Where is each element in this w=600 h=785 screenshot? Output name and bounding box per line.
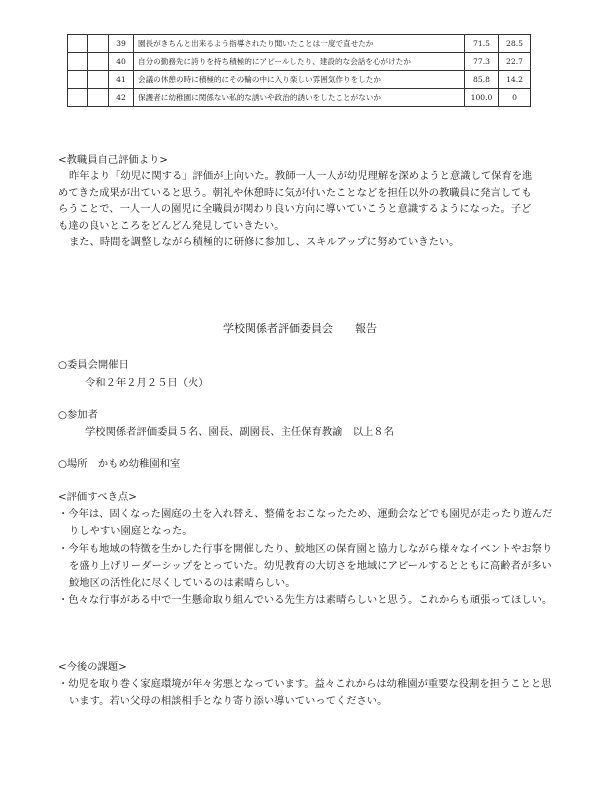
blank-cell: [88, 35, 109, 53]
value-no: 28.5: [499, 35, 531, 53]
place-label: ○場所 かもめ幼稚園和室: [58, 458, 181, 470]
value-yes: 77.3: [465, 53, 499, 71]
value-no: 22.7: [499, 53, 531, 71]
item-text: 会議の休憩の時に積極的にその輪の中に入り楽しい雰囲気作りをしたか: [134, 71, 465, 89]
meeting-date: 令和２年２月２５日（火）: [85, 377, 209, 389]
participants: 学校関係者評価委員５名、園長、副園長、主任保育教諭 以上８名: [85, 426, 394, 438]
eval-point: ・色々な行事がある中で一生懸命取り組んでいる先生方は素晴らしいと思う。これからも頑張ってほしい。: [58, 594, 553, 606]
item-number: 42: [109, 89, 134, 107]
survey-table: [67, 34, 531, 107]
self-eval-heading: <教職員自己評価より>: [58, 154, 168, 166]
blank-cell: [68, 71, 88, 89]
value-no: 0: [499, 89, 531, 107]
item-text: 保護者に幼稚園に関係ない私的な誘いや政治的誘いをしたことがないか: [134, 89, 465, 107]
self-eval-paragraph: 昨年より「幼児に関する」評価が上向いた。教師一人一人が幼児理解を深めようと意識して保育を進めてきた成果が出ていると思う。朝礼や休憩時に気が付いたことなどを担任以外の教職員に発言してもらうことで、一人一人の園児に全職員が関わり良い方向に導いていこうと意識するようになった。子ども達の良いところをどんどん発見していきたい。: [58, 170, 533, 232]
blank-cell: [68, 53, 88, 71]
item-text: 自分の勤務先に誇りを持ち積極的にアピールしたり、建設的な会話を心がけたか: [134, 53, 465, 71]
future-point: ・幼児を取り巻く家庭環境が年々劣悪となっています。益々これからは幼稚園が重要な役割を担うことと思います。若い父母の相談相手となり寄り添い導いていってください。: [58, 678, 552, 707]
item-number: 40: [109, 53, 134, 71]
value-yes: 100.0: [465, 89, 499, 107]
value-no: 14.2: [499, 71, 531, 89]
value-yes: 71.5: [465, 35, 499, 53]
future-heading: <今後の課題>: [58, 661, 127, 673]
meeting-date-label: ○委員会開催日: [58, 359, 129, 371]
value-yes: 85.8: [465, 71, 499, 89]
blank-cell: [88, 71, 109, 89]
table-row: [68, 71, 531, 89]
item-number: 41: [109, 71, 134, 89]
table-row: [68, 53, 531, 71]
eval-point: ・今年も地域の特徴を生かした行事を開催したり、鮫地区の保育園と協力しながら様々なイベントやお祭りを盛り上げリーダーシップをとっていた。幼児教育の大切さを地域にアピールするとともに高齢者が多い鮫地区の活性化に尽くしているのは素晴らしい。: [58, 543, 553, 589]
blank-cell: [88, 89, 109, 107]
report-title: 学校関係者評価委員会 報告: [223, 322, 377, 335]
self-eval-paragraph-2: また、時間を調整しながら積極的に研修に参加し、スキルアップに努めていきたい。: [69, 236, 460, 248]
blank-cell: [68, 89, 88, 107]
blank-cell: [68, 35, 88, 53]
eval-heading: <評価すべき点>: [58, 491, 137, 503]
eval-point: ・今年は、固くなった園庭の土を入れ替え、整備をおこなったため、運動会などでも園児が走ったり遊んだりしやすい園庭となった。: [58, 508, 553, 537]
participants-label: ○参加者: [58, 409, 98, 421]
item-number: 39: [109, 35, 134, 53]
table-row: [68, 35, 531, 53]
table-row: [68, 89, 531, 107]
item-text: 園長がきちんと出来るよう指導されたり聞いたことは一度で直せたか: [134, 35, 465, 53]
blank-cell: [88, 53, 109, 71]
